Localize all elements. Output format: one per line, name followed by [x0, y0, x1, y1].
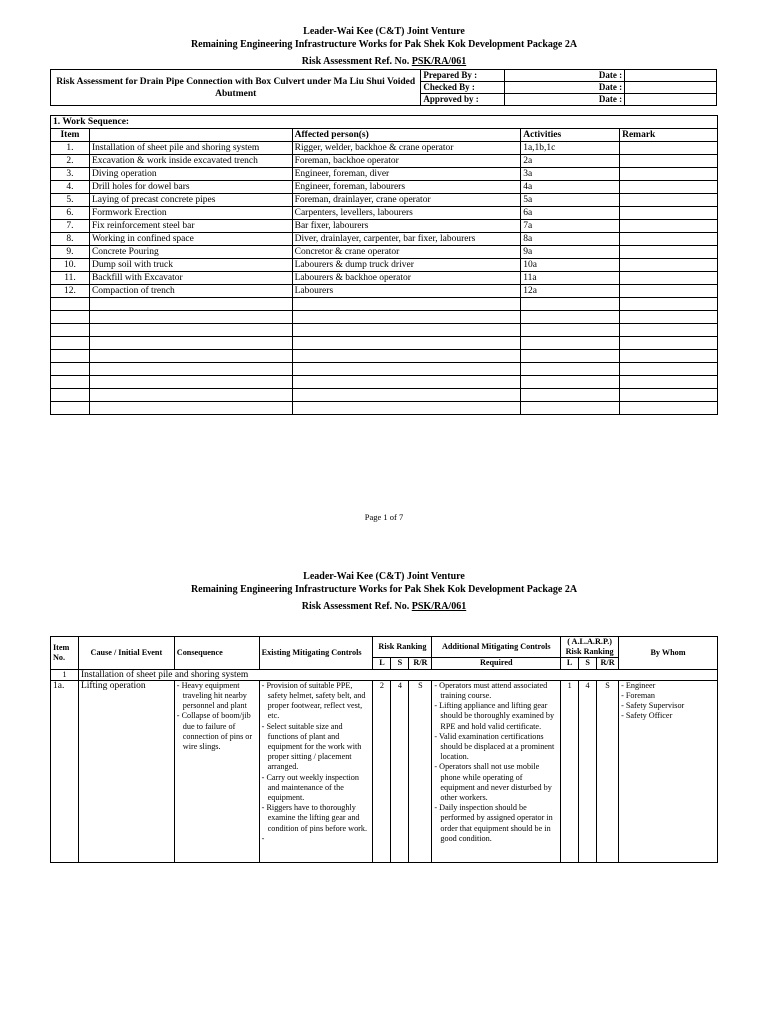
- approved-by-label: Approved by :: [421, 94, 505, 106]
- ws-remark: [620, 233, 718, 246]
- ws-item: 6.: [51, 207, 90, 220]
- approved-date-value: [625, 94, 717, 106]
- col-task: [89, 129, 292, 142]
- bullet-dash: -: [261, 721, 267, 731]
- ws-task: [89, 402, 292, 415]
- bullet-item: [262, 773, 371, 804]
- ws-activities: [521, 363, 620, 376]
- bullet-dash: -: [261, 680, 267, 690]
- risk-assessment-title: Risk Assessment for Drain Pipe Connection with Box Culvert under Ma Liu Shui Voided Abutment: [51, 70, 421, 106]
- page1-header-company: Leader-Wai Kee (C&T) Joint Venture: [303, 26, 465, 37]
- ws-remark: [620, 285, 718, 298]
- bullet-dash: -: [434, 762, 440, 772]
- page-footer: Page 1 of 7: [364, 512, 404, 522]
- ref-number: PSK/RA/061: [411, 56, 467, 67]
- bullet-text: Safety Supervisor: [625, 701, 685, 711]
- ws-activities: [521, 376, 620, 389]
- ws-persons: Engineer, foreman, labourers: [292, 181, 521, 194]
- row-rr: S: [409, 680, 432, 862]
- ws-item: [51, 376, 90, 389]
- ws-task: [89, 324, 292, 337]
- bullet-item: [262, 834, 371, 844]
- ws-persons: Bar fixer, labourers: [292, 220, 521, 233]
- ws-remark: [620, 259, 718, 272]
- ws-persons: [292, 389, 521, 402]
- bullet-dash: -: [434, 803, 440, 813]
- bullet-item: [262, 681, 371, 722]
- ws-task: Backfill with Excavator: [89, 272, 292, 285]
- ws-task: Excavation & work inside excavated trench: [89, 155, 292, 168]
- ws-activities: [521, 298, 620, 311]
- ws-remark: [620, 311, 718, 324]
- ws-activities: 9a: [521, 246, 620, 259]
- ws-persons: [292, 337, 521, 350]
- bullet-item: [434, 803, 558, 844]
- row-cause: Lifting operation: [78, 680, 174, 862]
- ws-remark: [620, 207, 718, 220]
- ws-task: [89, 376, 292, 389]
- col-l2: L: [561, 658, 579, 669]
- ws-item: 10.: [51, 259, 90, 272]
- col-activities: Activities: [521, 129, 620, 142]
- ws-persons: [292, 363, 521, 376]
- col-existing-controls: Existing Mitigating Controls: [259, 637, 373, 670]
- table-row: [51, 259, 718, 272]
- row-by-whom: [619, 680, 718, 862]
- section-title: Installation of sheet pile and shoring system: [78, 669, 717, 680]
- ws-activities: 1a,1b,1c: [521, 142, 620, 155]
- col-additional-controls: Additional Mitigating Controls: [432, 637, 561, 658]
- ws-task: Fix reinforcement steel bar: [89, 220, 292, 233]
- ws-task: Laying of precast concrete pipes: [89, 194, 292, 207]
- row-consequence: [174, 680, 259, 862]
- ws-persons: [292, 324, 521, 337]
- ws-persons: Labourers & backhoe operator: [292, 272, 521, 285]
- ws-task: [89, 298, 292, 311]
- ws-remark: [620, 363, 718, 376]
- col-by-whom: By Whom: [619, 637, 718, 670]
- table-row-empty: [51, 376, 718, 389]
- ws-activities: 4a: [521, 181, 620, 194]
- bullet-text: Operators shall not use mobile phone while operating of equipment and never disturbed by other workers.: [439, 762, 552, 803]
- ws-task: Drill holes for dowel bars: [89, 181, 292, 194]
- bullet-dash: -: [176, 711, 182, 721]
- table-row-empty: [51, 311, 718, 324]
- ws-activities: 11a: [521, 272, 620, 285]
- table-row: [51, 207, 718, 220]
- ws-persons: Concretor & crane operator: [292, 246, 521, 259]
- bullet-dash: -: [434, 680, 440, 690]
- col-cause: Cause / Initial Event: [78, 637, 174, 670]
- row-item: 1a.: [51, 680, 79, 862]
- prepared-date-label: Date :: [505, 70, 625, 82]
- ref-label: Risk Assessment Ref. No.: [301, 56, 410, 67]
- ws-item: [51, 337, 90, 350]
- ws-item: 3.: [51, 168, 90, 181]
- ws-persons: [292, 402, 521, 415]
- ws-remark: [620, 298, 718, 311]
- ws-item: [51, 389, 90, 402]
- table-row: [51, 233, 718, 246]
- col-required: Required: [432, 658, 561, 669]
- ws-item: 4.: [51, 181, 90, 194]
- bullet-item: [621, 691, 715, 701]
- bullet-text: Foreman: [625, 691, 655, 701]
- bullet-dash: -: [434, 701, 440, 711]
- page2-header-project: Remaining Engineering Infrastructure Works for Pak Shek Kok Development Package 2A: [190, 584, 578, 595]
- ref-number: PSK/RA/061: [411, 601, 467, 612]
- ws-remark: [620, 155, 718, 168]
- ws-item: 5.: [51, 194, 90, 207]
- ws-task: Working in confined space: [89, 233, 292, 246]
- ws-remark: [620, 350, 718, 363]
- bullet-text: Operators must attend associated training course.: [439, 680, 548, 701]
- ws-task: Compaction of trench: [89, 285, 292, 298]
- ws-item: 9.: [51, 246, 90, 259]
- bullet-dash: -: [621, 701, 626, 711]
- ws-remark: [620, 389, 718, 402]
- ws-persons: Diver, drainlayer, carpenter, bar fixer, labourers: [292, 233, 521, 246]
- ws-remark: [620, 246, 718, 259]
- prepared-by-label: Prepared By :: [421, 70, 505, 82]
- ws-remark: [620, 181, 718, 194]
- ws-item: [51, 350, 90, 363]
- ws-remark: [620, 337, 718, 350]
- ws-remark: [620, 194, 718, 207]
- ws-item: [51, 311, 90, 324]
- ws-activities: 12a: [521, 285, 620, 298]
- row-existing-controls: [259, 680, 373, 862]
- ws-activities: 10a: [521, 259, 620, 272]
- table-row-empty: [51, 298, 718, 311]
- bullet-text: Valid examination certifications should be displaced at a prominent location.: [439, 731, 555, 762]
- bullet-item: [177, 711, 257, 752]
- bullet-dash: -: [261, 803, 267, 813]
- ws-item: [51, 324, 90, 337]
- table-row-empty: [51, 363, 718, 376]
- bullet-dash: -: [261, 833, 265, 843]
- checked-date-label: Date :: [505, 82, 625, 94]
- table-row-empty: [51, 402, 718, 415]
- page2-header-ref: [0, 600, 768, 613]
- bullet-text: Collapse of boom/jib due to failure of connection of pins or wire slings.: [181, 711, 253, 752]
- col-remark: Remark: [620, 129, 718, 142]
- bullet-text: Engineer: [625, 680, 656, 690]
- page1-header-project: Remaining Engineering Infrastructure Works for Pak Shek Kok Development Package 2A: [190, 39, 578, 50]
- ws-task: Diving operation: [89, 168, 292, 181]
- ws-activities: 5a: [521, 194, 620, 207]
- ws-activities: 7a: [521, 220, 620, 233]
- work-sequence-title: 1. Work Sequence:: [51, 116, 718, 129]
- row-additional-controls: [432, 680, 561, 862]
- col-l: L: [373, 658, 391, 669]
- ws-item: [51, 363, 90, 376]
- bullet-text: Heavy equipment traveling hit nearby personnel and plant: [181, 680, 247, 711]
- col-item-no: Item No.: [51, 637, 79, 670]
- bullet-text: Lifting appliance and lifting gear should be thoroughly examined by RPE and hold valid certificate.: [439, 701, 555, 731]
- ws-activities: [521, 337, 620, 350]
- work-sequence-table: [50, 115, 718, 415]
- ws-item: [51, 402, 90, 415]
- ws-item: [51, 298, 90, 311]
- ws-remark: [620, 220, 718, 233]
- table-row: [51, 220, 718, 233]
- table-row-empty: [51, 350, 718, 363]
- col-risk-ranking: Risk Ranking: [373, 637, 432, 658]
- ws-persons: Rigger, welder, backhoe & crane operator: [292, 142, 521, 155]
- ws-remark: [620, 142, 718, 155]
- ws-task: [89, 311, 292, 324]
- ws-activities: 2a: [521, 155, 620, 168]
- ref-label: Risk Assessment Ref. No.: [301, 601, 410, 612]
- bullet-text: Carry out weekly inspection and maintenance of the equipment.: [266, 772, 359, 803]
- ws-persons: [292, 311, 521, 324]
- ws-item: 2.: [51, 155, 90, 168]
- bullet-text: Provision of suitable PPE, safety helmet, safety belt, and proper footwear, reflect vest, etc.: [266, 680, 366, 721]
- checked-by-label: Checked By :: [421, 82, 505, 94]
- bullet-item: [262, 722, 371, 773]
- ws-activities: 6a: [521, 207, 620, 220]
- row-s2: 4: [579, 680, 597, 862]
- ws-remark: [620, 376, 718, 389]
- bullet-item: [434, 701, 558, 732]
- table-row: [51, 168, 718, 181]
- row-l2: 1: [561, 680, 579, 862]
- bullet-dash: -: [621, 711, 626, 721]
- ws-activities: 8a: [521, 233, 620, 246]
- page2-header-company: Leader-Wai Kee (C&T) Joint Venture: [303, 571, 465, 582]
- bullet-text: Select suitable size and functions of plant and equipment for the work with proper sitting / placement arranged.: [266, 721, 362, 772]
- ws-persons: Foreman, drainlayer, crane operator: [292, 194, 521, 207]
- checked-date-value: [625, 82, 717, 94]
- ws-activities: [521, 350, 620, 363]
- col-rr2: R/R: [597, 658, 619, 669]
- ws-persons: [292, 350, 521, 363]
- bullet-dash: -: [176, 680, 182, 690]
- table-row: [51, 246, 718, 259]
- table-row: [51, 155, 718, 168]
- ws-task: [89, 337, 292, 350]
- ws-task: [89, 363, 292, 376]
- ws-activities: [521, 311, 620, 324]
- ws-remark: [620, 402, 718, 415]
- ws-item: 8.: [51, 233, 90, 246]
- ws-task: Formwork Erection: [89, 207, 292, 220]
- ws-remark: [620, 324, 718, 337]
- ws-item: 7.: [51, 220, 90, 233]
- bullet-item: [434, 732, 558, 763]
- bullet-item: [621, 701, 715, 711]
- table-row: [51, 194, 718, 207]
- bullet-dash: -: [621, 680, 626, 690]
- ws-item: 1.: [51, 142, 90, 155]
- ws-persons: Labourers & dump truck driver: [292, 259, 521, 272]
- col-item: Item: [51, 129, 90, 142]
- table-row: [51, 142, 718, 155]
- ws-activities: [521, 324, 620, 337]
- ws-remark: [620, 272, 718, 285]
- col-s: S: [391, 658, 409, 669]
- bullet-text: Safety Officer: [625, 711, 673, 721]
- col-affected-persons: Affected person(s): [292, 129, 521, 142]
- col-alarp: ( A.L.A.R.P.) Risk Ranking: [561, 637, 619, 658]
- title-block: [50, 69, 717, 106]
- bullet-item: [434, 681, 558, 701]
- ws-task: Installation of sheet pile and shoring system: [89, 142, 292, 155]
- bullet-text: Riggers have to thoroughly examine the lifting gear and condition of pins before work.: [266, 803, 368, 833]
- ws-persons: Foreman, backhoe operator: [292, 155, 521, 168]
- bullet-dash: -: [261, 772, 267, 782]
- bullet-text: Daily inspection should be performed by assigned operator in order that equipment should be in good condition.: [439, 803, 553, 843]
- risk-assessment-table: [50, 636, 718, 863]
- ws-task: Concrete Pouring: [89, 246, 292, 259]
- page1-header-ref: [0, 55, 768, 68]
- ws-activities: 3a: [521, 168, 620, 181]
- col-s2: S: [579, 658, 597, 669]
- ws-persons: Carpenters, levellers, labourers: [292, 207, 521, 220]
- bullet-item: [177, 681, 257, 712]
- ws-task: [89, 389, 292, 402]
- col-rr: R/R: [409, 658, 432, 669]
- ws-task: [89, 350, 292, 363]
- ws-persons: [292, 298, 521, 311]
- col-consequence: Consequence: [174, 637, 259, 670]
- table-row: [51, 272, 718, 285]
- prepared-date-value: [625, 70, 717, 82]
- bullet-item: [434, 762, 558, 803]
- bullet-dash: -: [621, 691, 626, 701]
- bullet-item: [621, 681, 715, 691]
- table-row: [51, 181, 718, 194]
- ws-persons: [292, 376, 521, 389]
- row-s: 4: [391, 680, 409, 862]
- bullet-item: [621, 711, 715, 721]
- ws-remark: [620, 168, 718, 181]
- section-number: 1: [51, 669, 79, 680]
- approved-date-label: Date :: [505, 94, 625, 106]
- bullet-dash: -: [434, 731, 440, 741]
- bullet-item: [262, 803, 371, 834]
- table-row-empty: [51, 337, 718, 350]
- table-row-empty: [51, 324, 718, 337]
- ws-activities: [521, 402, 620, 415]
- table-row-empty: [51, 389, 718, 402]
- ws-item: 12.: [51, 285, 90, 298]
- row-l: 2: [373, 680, 391, 862]
- table-row: [51, 285, 718, 298]
- ws-persons: Labourers: [292, 285, 521, 298]
- ws-persons: Engineer, foreman, diver: [292, 168, 521, 181]
- row-rr2: S: [597, 680, 619, 862]
- ws-item: 11.: [51, 272, 90, 285]
- ws-task: Dump soil with truck: [89, 259, 292, 272]
- ws-activities: [521, 389, 620, 402]
